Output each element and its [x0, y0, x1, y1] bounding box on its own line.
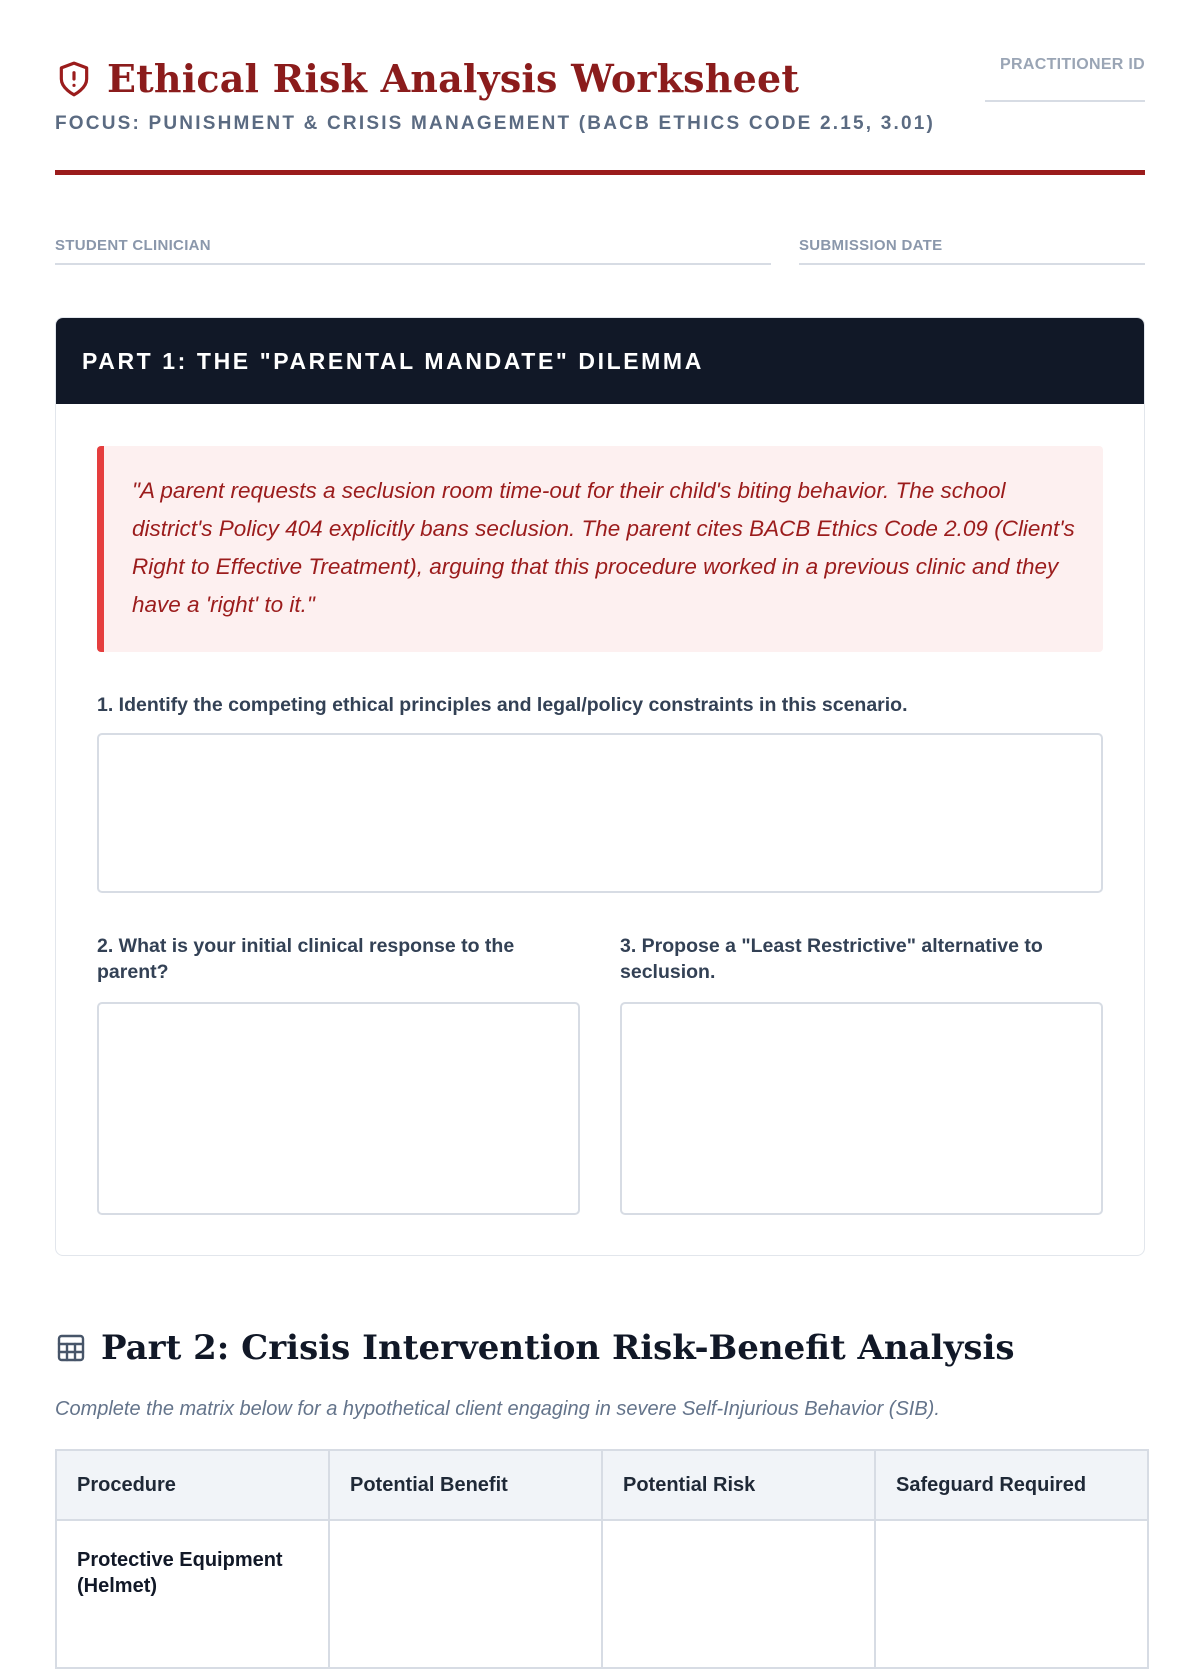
risk-benefit-matrix — [55, 1449, 1149, 1669]
table-row — [56, 1520, 1148, 1668]
matrix-header-row — [56, 1450, 1148, 1520]
shield-alert-icon — [55, 60, 93, 98]
practitioner-id-label: PRACTITIONER ID — [1000, 56, 1145, 73]
question-2-column — [97, 933, 580, 1215]
answer-box-3[interactable] — [620, 1002, 1103, 1215]
scenario-callout: "A parent requests a seclusion room time-out for their child's biting behavior. The school district's Policy 404 explicitly bans seclusion. The parent cites BACB Ethics Code 2.09 (Client's Right to Effective Treatment), arguing that this procedure worked in a previous clinic and they have a 'right' to it." — [97, 446, 1103, 652]
risk-cell[interactable] — [602, 1520, 875, 1668]
table-grid-icon — [55, 1332, 87, 1364]
title-row — [55, 56, 1145, 101]
practitioner-id-field[interactable] — [985, 56, 1145, 102]
answer-box-2[interactable] — [97, 1002, 580, 1215]
page-title: Ethical Risk Analysis Worksheet — [107, 56, 800, 101]
question-1: 1. Identify the competing ethical principles and legal/policy constraints in this scenario. — [97, 694, 908, 716]
part2-description: Complete the matrix below for a hypothetical client engaging in severe Self-Injurious Behavior (SIB). — [55, 1398, 940, 1420]
practitioner-id-line — [985, 98, 1145, 102]
submission-date-label: SUBMISSION DATE — [798, 237, 943, 254]
benefit-cell[interactable] — [329, 1520, 602, 1668]
part2-title: Part 2: Crisis Intervention Risk-Benefit Analysis — [101, 1328, 1015, 1368]
part1-heading: PART 1: THE "PARENTAL MANDATE" DILEMMA — [56, 318, 1144, 404]
questions-2-3 — [97, 933, 1103, 1215]
column-header-risk: Potential Risk — [602, 1450, 875, 1520]
answer-box-1[interactable] — [97, 733, 1103, 893]
column-header-benefit: Potential Benefit — [329, 1450, 602, 1520]
question-2: 2. What is your initial clinical response to the parent? — [97, 935, 515, 983]
page-subtitle: FOCUS: PUNISHMENT & CRISIS MANAGEMENT (BACB ETHICS CODE 2.15, 3.01) — [55, 113, 936, 134]
student-clinician-label: STUDENT CLINICIAN — [55, 237, 211, 254]
procedure-cell: Protective Equipment (Helmet) — [56, 1520, 329, 1668]
question-3-column — [620, 933, 1103, 1215]
part2-title-row — [55, 1328, 1145, 1368]
submission-date-field[interactable] — [799, 237, 1145, 265]
part1-body — [56, 404, 1144, 1255]
question-3: 3. Propose a "Least Restrictive" alternative to seclusion. — [620, 935, 1043, 983]
meta-fields — [55, 237, 1145, 265]
part1-card — [55, 317, 1145, 1256]
safeguard-cell[interactable] — [875, 1520, 1148, 1668]
worksheet-header — [55, 0, 1145, 175]
student-clinician-field[interactable] — [55, 237, 771, 265]
column-header-safeguard: Safeguard Required — [875, 1450, 1148, 1520]
column-header-procedure: Procedure — [56, 1450, 329, 1520]
